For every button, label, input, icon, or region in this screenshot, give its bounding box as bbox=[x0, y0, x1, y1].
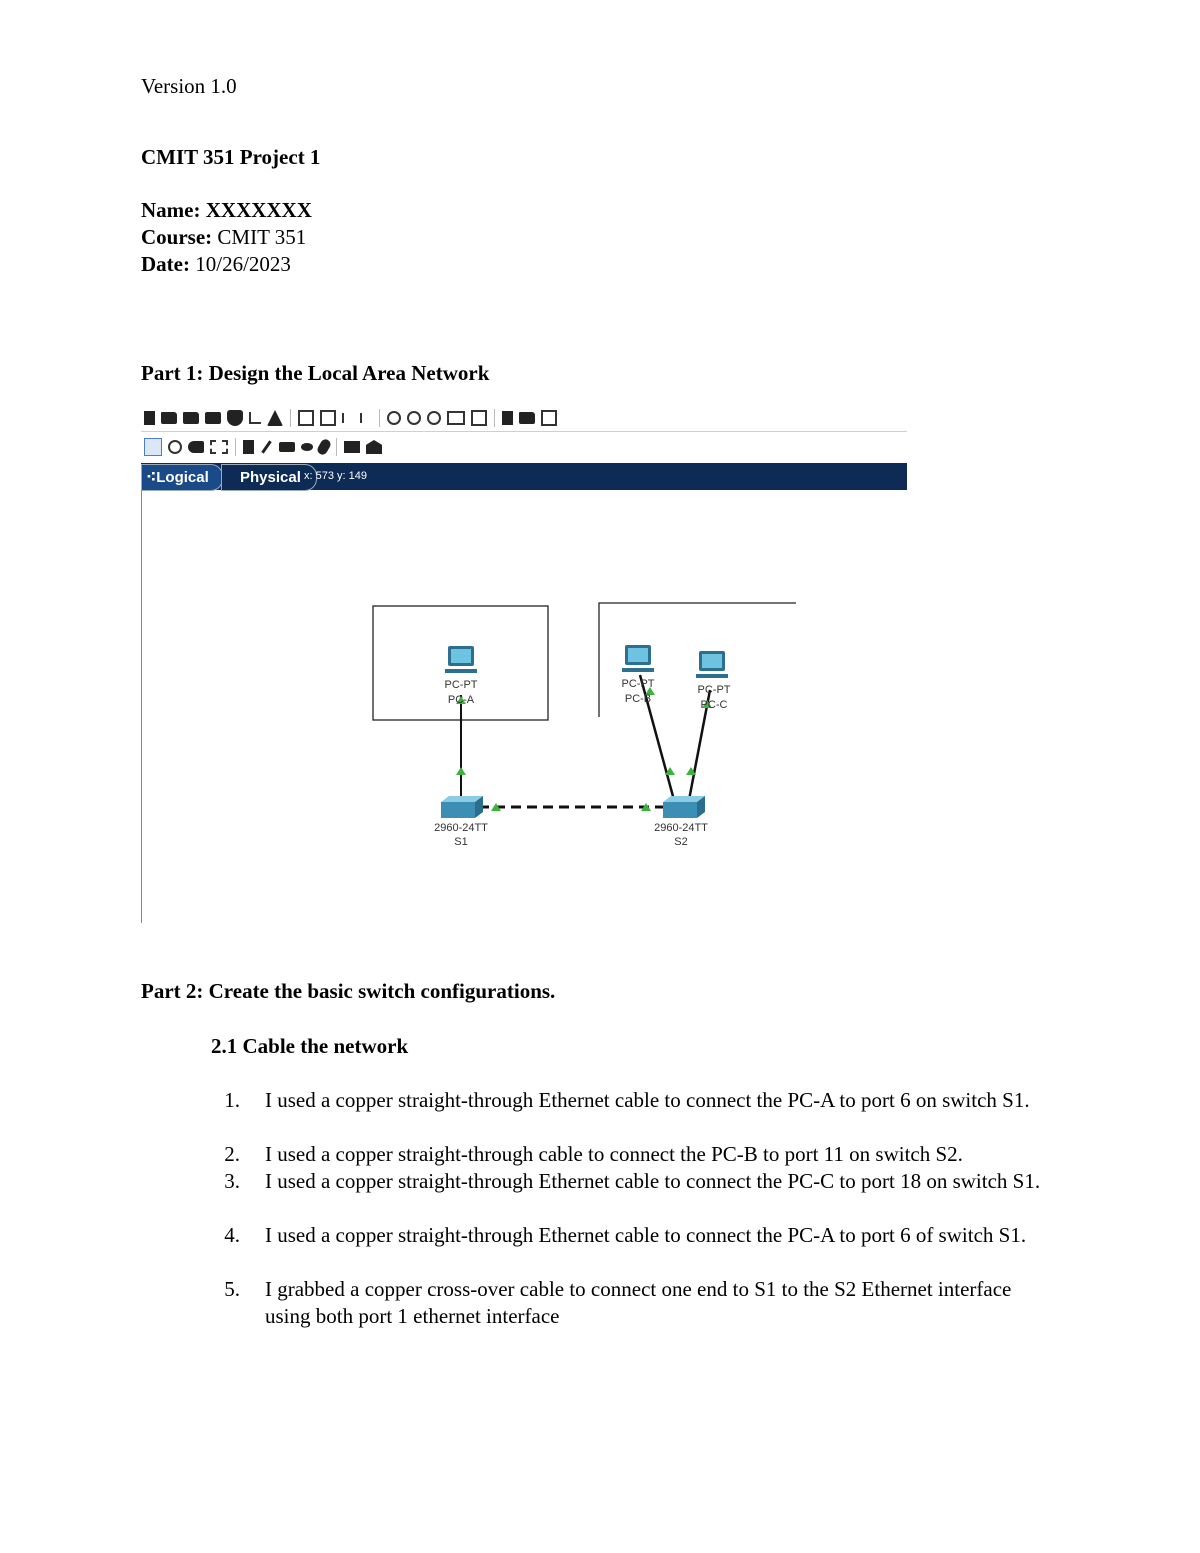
pc-keyboard bbox=[622, 668, 654, 672]
list-item-number: 3. bbox=[224, 1169, 240, 1193]
add-simple-pdu-icon[interactable] bbox=[344, 441, 360, 453]
copy-icon[interactable] bbox=[298, 410, 314, 426]
toolbar-divider bbox=[141, 431, 907, 432]
toolbar-separator bbox=[494, 409, 495, 427]
name-label: Name: bbox=[141, 198, 201, 222]
activity-wizard-icon[interactable] bbox=[227, 410, 243, 426]
tab-physical[interactable] bbox=[221, 464, 317, 491]
s2-name: S2 bbox=[674, 836, 688, 848]
list-item-number: 2. bbox=[224, 1142, 240, 1166]
freeform-tool-icon[interactable] bbox=[316, 438, 333, 457]
switch-s1-device[interactable] bbox=[434, 796, 488, 848]
pc-c-model: PC-PT bbox=[697, 684, 731, 696]
toolbar-separator bbox=[290, 409, 291, 427]
switch-s2-device[interactable] bbox=[654, 796, 708, 848]
part2-heading: Part 2: Create the basic switch configurations. bbox=[141, 979, 556, 1003]
redo-icon[interactable] bbox=[360, 413, 372, 423]
save-icon[interactable] bbox=[183, 412, 199, 424]
s1-name: S1 bbox=[454, 836, 468, 848]
print-icon[interactable] bbox=[205, 412, 221, 424]
pc-keyboard bbox=[445, 669, 477, 673]
new-file-icon[interactable] bbox=[144, 411, 155, 425]
name-value: XXXXXXX bbox=[205, 198, 312, 222]
user-profile-icon[interactable] bbox=[267, 410, 283, 426]
logical-icon: ⁖ bbox=[146, 469, 157, 486]
delete-tool-icon[interactable] bbox=[188, 441, 204, 453]
topology-canvas[interactable] bbox=[141, 490, 907, 923]
toolbar-separator bbox=[379, 409, 380, 427]
undo-icon[interactable] bbox=[342, 413, 354, 423]
tab-physical-label: Physical bbox=[240, 469, 301, 486]
archive-icon[interactable] bbox=[519, 412, 535, 424]
list-item-number: 1. bbox=[224, 1088, 240, 1112]
date-line bbox=[141, 251, 291, 277]
zoom-reset-icon[interactable] bbox=[407, 411, 421, 425]
course-value: CMIT 351 bbox=[217, 225, 307, 249]
resize-tool-icon[interactable] bbox=[210, 440, 228, 454]
rectangle-tool-icon[interactable] bbox=[279, 442, 295, 452]
pc-a-model: PC-PT bbox=[444, 679, 478, 691]
workspace-navbar bbox=[141, 463, 907, 490]
list-item: I used a copper straight-through cable to connect the PC-B to port 11 on switch S2. bbox=[265, 1142, 963, 1166]
main-toolbar bbox=[141, 406, 907, 430]
toolbar-separator bbox=[336, 438, 337, 456]
tools-toolbar bbox=[141, 434, 907, 460]
list-item: I used a copper straight-through Ethernet cable to connect the PC-A to port 6 on switch S1. bbox=[265, 1088, 1030, 1112]
date-label: Date: bbox=[141, 252, 190, 276]
pc-c-device[interactable] bbox=[696, 651, 731, 711]
zoom-in-icon[interactable] bbox=[387, 411, 401, 425]
image-icon[interactable] bbox=[541, 410, 557, 426]
document-icon[interactable] bbox=[502, 411, 513, 425]
date-value: 10/26/2023 bbox=[195, 252, 291, 276]
add-complex-pdu-icon[interactable] bbox=[366, 440, 382, 454]
note-tool-icon[interactable] bbox=[243, 440, 254, 454]
cursor-coordinates: x: 573 y: 149 bbox=[304, 470, 367, 482]
zoom-out-icon[interactable] bbox=[427, 411, 441, 425]
list-item: I used a copper straight-through Ethernet cable to connect the PC-C to port 18 on switch S1. bbox=[265, 1169, 1041, 1193]
s1-model: 2960-24TT bbox=[434, 822, 488, 834]
version-label: Version 1.0 bbox=[141, 74, 237, 98]
list-item-number: 5. bbox=[224, 1277, 240, 1301]
part1-heading: Part 1: Design the Local Area Network bbox=[141, 361, 490, 385]
packet-tracer-screenshot bbox=[141, 400, 907, 923]
ellipse-tool-icon[interactable] bbox=[301, 443, 313, 451]
pc-a-name: PC-A bbox=[447, 694, 475, 706]
pc-b-model: PC-PT bbox=[621, 678, 655, 690]
switch-icon-front bbox=[663, 802, 697, 818]
link-up-indicator bbox=[456, 767, 466, 775]
pc-a-device[interactable] bbox=[445, 646, 478, 706]
custom-device-icon[interactable] bbox=[471, 410, 487, 426]
inspect-tool-icon[interactable] bbox=[168, 440, 182, 454]
network-info-icon[interactable] bbox=[249, 412, 261, 424]
drawing-palette-icon[interactable] bbox=[447, 411, 465, 425]
list-item-number: 4. bbox=[224, 1223, 240, 1247]
section-2-1-heading: 2.1 Cable the network bbox=[211, 1034, 409, 1058]
list-item: I used a copper straight-through Ethernet cable to connect the PC-A to port 6 of switch S1. bbox=[265, 1223, 1027, 1247]
pc-b-device[interactable] bbox=[622, 645, 655, 705]
toolbar-separator bbox=[235, 438, 236, 456]
s2-model: 2960-24TT bbox=[654, 822, 708, 834]
course-line bbox=[141, 224, 306, 250]
list-item: I grabbed a copper cross-over cable to connect one end to S1 to the S2 Ethernet interface using both port 1 ethernet interface bbox=[265, 1277, 1012, 1328]
pc-b-name: PC-B bbox=[624, 693, 652, 705]
document-title: CMIT 351 Project 1 bbox=[141, 145, 321, 169]
select-tool-icon[interactable] bbox=[144, 438, 162, 456]
paste-icon[interactable] bbox=[320, 410, 336, 426]
name-line bbox=[141, 197, 312, 223]
pc-keyboard bbox=[696, 674, 728, 678]
pc-screen bbox=[702, 654, 722, 668]
tab-logical-label: Logical bbox=[156, 469, 209, 486]
switch-icon-front bbox=[441, 802, 475, 818]
pc-screen bbox=[451, 649, 471, 663]
tab-logical[interactable] bbox=[141, 464, 223, 491]
pc-c-name: PC-C bbox=[700, 699, 728, 711]
course-label: Course: bbox=[141, 225, 213, 249]
open-folder-icon[interactable] bbox=[161, 412, 177, 424]
line-tool-icon[interactable] bbox=[261, 440, 271, 453]
pc-screen bbox=[628, 648, 648, 662]
